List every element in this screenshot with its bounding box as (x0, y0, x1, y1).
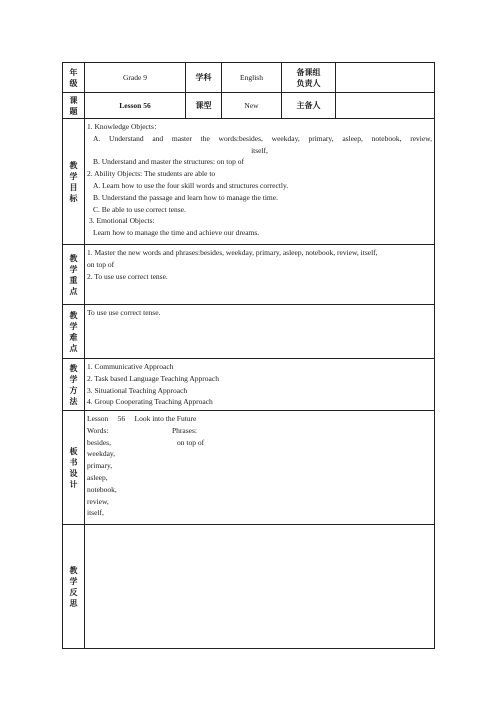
topic-label: 课 题 (63, 93, 85, 119)
lesson-plan-table (62, 62, 435, 649)
difficulties-label: 教 学 难 点 (63, 305, 85, 359)
key-point-line: 1. Master the new words and phrases:besides, weekday, primary, asleep, notebook, review, itself, (87, 248, 378, 257)
leader-label: 备课组 负责人 (282, 63, 336, 93)
objective-line: itself, (251, 145, 268, 155)
board-word: weekday, (87, 449, 116, 459)
method-line: 1. Communicative Approach (87, 362, 174, 371)
key-point-line: 2. To use use correct tense. (87, 271, 168, 281)
objectives-row (63, 119, 435, 245)
board-word: notebook, (87, 484, 117, 494)
objective-line: A. Understand and master the words:besides, weekday, primary, asleep, notebook, review, (93, 133, 432, 143)
board-phrases-label: Phrases: (172, 425, 197, 435)
board-word: itself, (87, 508, 104, 518)
objective-line: C. Be able to use correct tense. (93, 204, 186, 214)
objective-line: 2. Ability Objects: The students are able to (87, 169, 216, 179)
board-word: review, (87, 496, 109, 506)
method-line: 2. Task based Language Teaching Approach (87, 373, 219, 383)
board-word: besides, (87, 437, 111, 447)
difficulty-line: To use use correct tense. (87, 308, 161, 317)
grade-value: Grade 9 (85, 63, 186, 93)
objective-line: A. Learn how to use the four skill words and structures correctly. (93, 180, 289, 190)
board-headings (87, 425, 432, 437)
leader-value (336, 63, 435, 93)
board-title: Lesson 56 Look into the Future (87, 414, 197, 423)
objective-line: 1. Knowledge Objects： (87, 122, 162, 131)
type-value: New (222, 93, 282, 119)
grade-label: 年 级 (63, 63, 85, 93)
topic-value: Lesson 56 (85, 93, 186, 119)
board-content (85, 411, 435, 525)
lesson-plan-sheet (62, 62, 434, 649)
board-phrase: on top of (177, 437, 205, 447)
board-word: asleep, (87, 472, 108, 482)
objective-line: B. Understand the passage and learn how to manage the time. (93, 192, 278, 202)
method-line: 4. Group Cooperating Teaching Approach (87, 397, 213, 407)
methods-row (63, 359, 435, 411)
key-point-line: on top of (87, 259, 115, 269)
board-word: primary, (87, 461, 113, 471)
preparer-label: 主备人 (282, 93, 336, 119)
subject-label: 学科 (186, 63, 222, 93)
objectives-label: 教 学 目 标 (63, 119, 85, 245)
difficulties-row (63, 305, 435, 359)
key-points-row (63, 245, 435, 305)
header-row-grade (63, 63, 435, 93)
objective-line: 3. Emotional Objects: (89, 216, 155, 226)
objective-line: Learn how to manage the time and achieve our dreams. (93, 228, 260, 238)
methods-content (85, 359, 435, 411)
type-label: 课型 (186, 93, 222, 119)
board-label: 板 书 设 计 (63, 411, 85, 525)
reflection-content[interactable] (85, 525, 435, 649)
methods-label: 教 学 方 法 (63, 359, 85, 411)
preparer-value (336, 93, 435, 119)
subject-value: English (222, 63, 282, 93)
objective-line: B. Understand and master the structures: on top of (93, 157, 245, 167)
board-row (63, 411, 435, 525)
objectives-content (85, 119, 435, 245)
reflection-row (63, 525, 435, 649)
key-points-label: 教 学 重 点 (63, 245, 85, 305)
board-words-label: Words: (87, 425, 109, 435)
header-row-topic (63, 93, 435, 119)
reflection-label: 教 学 反 思 (63, 525, 85, 649)
board-first-row (87, 437, 432, 449)
key-points-content (85, 245, 435, 305)
method-line: 3. Situational Teaching Approach (87, 385, 188, 395)
difficulties-content (85, 305, 435, 359)
